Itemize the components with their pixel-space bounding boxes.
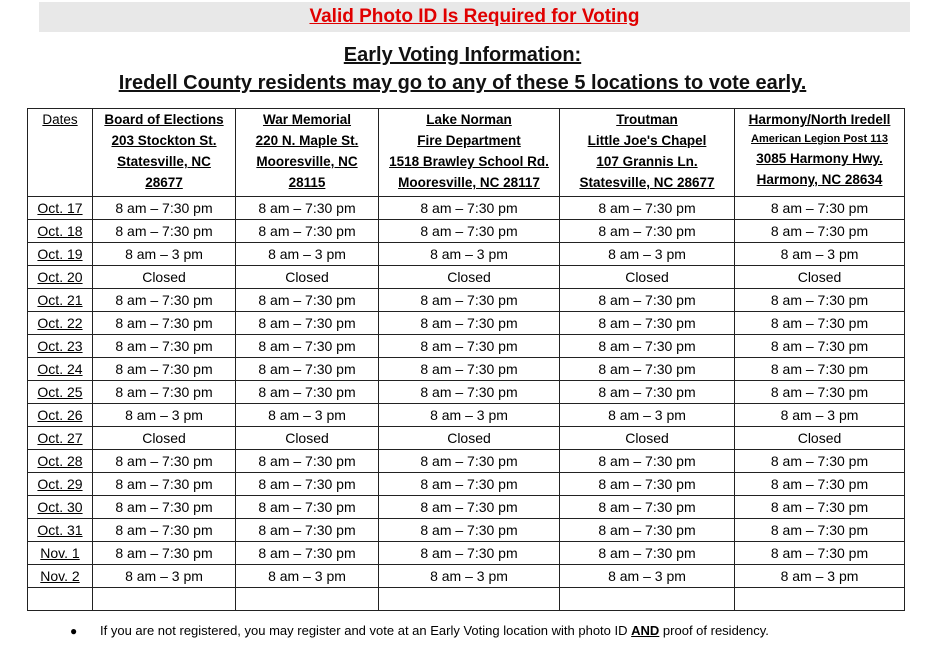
hours-cell: 8 am – 3 pm: [236, 404, 379, 427]
hours-cell: 8 am – 7:30 pm: [236, 450, 379, 473]
hours-cell: 8 am – 3 pm: [93, 404, 236, 427]
hours-cell: 8 am – 7:30 pm: [560, 358, 735, 381]
hours-cell: 8 am – 7:30 pm: [560, 519, 735, 542]
location-name: Troutman: [616, 112, 678, 127]
hours-cell: 8 am – 7:30 pm: [236, 381, 379, 404]
hours-cell: 8 am – 7:30 pm: [236, 496, 379, 519]
hours-cell: [379, 588, 560, 611]
table-row: [28, 358, 905, 381]
table-row: [28, 289, 905, 312]
date-cell: Oct. 27: [28, 427, 93, 450]
hours-cell: 8 am – 7:30 pm: [560, 312, 735, 335]
hours-cell: 8 am – 7:30 pm: [379, 496, 560, 519]
hours-cell: 8 am – 7:30 pm: [735, 358, 905, 381]
hours-cell: 8 am – 3 pm: [735, 404, 905, 427]
hours-cell: 8 am – 7:30 pm: [236, 358, 379, 381]
hours-cell: 8 am – 7:30 pm: [560, 473, 735, 496]
table-row: [28, 404, 905, 427]
hours-cell: 8 am – 7:30 pm: [735, 197, 905, 220]
location-header: [93, 109, 236, 197]
page-subtitle: Iredell County residents may go to any of these 5 locations to vote early.: [118, 72, 807, 94]
note-emphasis: AND: [631, 623, 660, 638]
hours-cell: 8 am – 3 pm: [379, 565, 560, 588]
hours-cell: [236, 588, 379, 611]
hours-cell: 8 am – 3 pm: [236, 243, 379, 266]
date-cell: Oct. 18: [28, 220, 93, 243]
table-row: [28, 542, 905, 565]
hours-cell: 8 am – 7:30 pm: [236, 519, 379, 542]
hours-cell: 8 am – 7:30 pm: [93, 381, 236, 404]
date-cell: Oct. 22: [28, 312, 93, 335]
hours-cell: 8 am – 7:30 pm: [93, 519, 236, 542]
hours-cell: 8 am – 7:30 pm: [735, 450, 905, 473]
hours-cell: Closed: [560, 427, 735, 450]
hours-cell: 8 am – 7:30 pm: [560, 197, 735, 220]
location-name-line2: Fire Department: [417, 133, 521, 148]
table-row: [28, 565, 905, 588]
table-row: [28, 519, 905, 542]
hours-cell: 8 am – 3 pm: [93, 565, 236, 588]
hours-cell: 8 am – 7:30 pm: [379, 450, 560, 473]
location-address: 107 Grannis Ln.: [596, 154, 698, 169]
hours-cell: 8 am – 7:30 pm: [379, 335, 560, 358]
date-cell: Oct. 23: [28, 335, 93, 358]
date-cell: Nov. 2: [28, 565, 93, 588]
date-cell: [28, 588, 93, 611]
table-row: [28, 312, 905, 335]
hours-cell: 8 am – 7:30 pm: [735, 220, 905, 243]
hours-cell: Closed: [93, 427, 236, 450]
hours-cell: 8 am – 7:30 pm: [93, 312, 236, 335]
dates-header: [28, 109, 93, 197]
location-city: Statesville, NC: [117, 154, 211, 169]
location-header: [379, 109, 560, 197]
date-cell: Oct. 28: [28, 450, 93, 473]
hours-cell: 8 am – 7:30 pm: [379, 358, 560, 381]
hours-cell: Closed: [236, 266, 379, 289]
table-row: [28, 496, 905, 519]
note-text-after: proof of residency.: [659, 623, 769, 638]
location-header: [735, 109, 905, 197]
bullet-icon: ●: [70, 624, 78, 638]
table-row: [28, 473, 905, 496]
table-row: [28, 197, 905, 220]
date-cell: Oct. 31: [28, 519, 93, 542]
hours-cell: [560, 588, 735, 611]
hours-cell: 8 am – 7:30 pm: [93, 197, 236, 220]
hours-cell: 8 am – 3 pm: [379, 404, 560, 427]
location-name-line2: Little Joe's Chapel: [587, 133, 707, 148]
hours-cell: 8 am – 3 pm: [236, 565, 379, 588]
schedule-body: [28, 197, 905, 611]
location-name: Lake Norman: [426, 112, 512, 127]
hours-cell: 8 am – 7:30 pm: [93, 358, 236, 381]
hours-cell: 8 am – 7:30 pm: [560, 220, 735, 243]
hours-cell: 8 am – 7:30 pm: [735, 381, 905, 404]
hours-cell: 8 am – 7:30 pm: [735, 289, 905, 312]
date-cell: Oct. 20: [28, 266, 93, 289]
hours-cell: 8 am – 7:30 pm: [560, 496, 735, 519]
date-cell: Oct. 26: [28, 404, 93, 427]
hours-cell: 8 am – 7:30 pm: [236, 289, 379, 312]
location-name: Board of Elections: [104, 112, 224, 127]
hours-cell: 8 am – 7:30 pm: [379, 197, 560, 220]
hours-cell: 8 am – 7:30 pm: [560, 450, 735, 473]
hours-cell: Closed: [93, 266, 236, 289]
hours-cell: 8 am – 7:30 pm: [236, 197, 379, 220]
table-row: [28, 266, 905, 289]
table-row: [28, 381, 905, 404]
location-name: War Memorial: [262, 112, 352, 127]
table-row: [28, 335, 905, 358]
hours-cell: 8 am – 7:30 pm: [236, 473, 379, 496]
hours-cell: 8 am – 7:30 pm: [379, 289, 560, 312]
hours-cell: 8 am – 3 pm: [379, 243, 560, 266]
date-cell: Oct. 24: [28, 358, 93, 381]
hours-cell: 8 am – 7:30 pm: [93, 289, 236, 312]
date-cell: Oct. 25: [28, 381, 93, 404]
hours-cell: 8 am – 7:30 pm: [93, 220, 236, 243]
hours-cell: [735, 588, 905, 611]
hours-cell: 8 am – 7:30 pm: [93, 473, 236, 496]
hours-cell: 8 am – 3 pm: [560, 404, 735, 427]
hours-cell: 8 am – 7:30 pm: [379, 220, 560, 243]
banner-text: Valid Photo ID Is Required for Voting: [309, 6, 640, 27]
hours-cell: 8 am – 7:30 pm: [93, 450, 236, 473]
hours-cell: 8 am – 7:30 pm: [735, 312, 905, 335]
hours-cell: 8 am – 7:30 pm: [735, 473, 905, 496]
date-cell: Oct. 17: [28, 197, 93, 220]
hours-cell: 8 am – 3 pm: [735, 243, 905, 266]
location-city: Mooresville, NC 28117: [398, 175, 540, 190]
hours-cell: 8 am – 7:30 pm: [735, 542, 905, 565]
location-header: [560, 109, 735, 197]
hours-cell: 8 am – 7:30 pm: [236, 312, 379, 335]
table-header-row: [28, 109, 905, 197]
date-cell: Oct. 29: [28, 473, 93, 496]
hours-cell: Closed: [735, 427, 905, 450]
registration-note: [70, 623, 910, 638]
location-header: [236, 109, 379, 197]
location-address: 220 N. Maple St.: [255, 133, 359, 148]
location-address: 3085 Harmony Hwy.: [756, 151, 883, 166]
location-name: Harmony/North Iredell: [748, 112, 891, 127]
hours-cell: 8 am – 7:30 pm: [236, 335, 379, 358]
hours-cell: 8 am – 7:30 pm: [735, 496, 905, 519]
hours-cell: 8 am – 7:30 pm: [236, 220, 379, 243]
hours-cell: 8 am – 7:30 pm: [93, 496, 236, 519]
hours-cell: 8 am – 7:30 pm: [735, 335, 905, 358]
hours-cell: Closed: [379, 427, 560, 450]
hours-cell: 8 am – 7:30 pm: [379, 381, 560, 404]
hours-cell: 8 am – 7:30 pm: [560, 381, 735, 404]
table-row: [28, 243, 905, 266]
date-cell: Nov. 1: [28, 542, 93, 565]
hours-cell: 8 am – 3 pm: [735, 565, 905, 588]
hours-cell: 8 am – 7:30 pm: [560, 289, 735, 312]
table-row: [28, 220, 905, 243]
table-row: [28, 450, 905, 473]
hours-cell: 8 am – 7:30 pm: [379, 473, 560, 496]
hours-cell: Closed: [560, 266, 735, 289]
hours-cell: 8 am – 3 pm: [560, 243, 735, 266]
date-cell: Oct. 30: [28, 496, 93, 519]
hours-cell: 8 am – 7:30 pm: [236, 542, 379, 565]
location-city: Mooresville, NC: [256, 154, 358, 169]
hours-cell: 8 am – 7:30 pm: [93, 335, 236, 358]
hours-cell: 8 am – 3 pm: [560, 565, 735, 588]
photo-id-banner: [39, 2, 910, 32]
table-row: [28, 427, 905, 450]
location-zip: 28115: [288, 175, 326, 190]
hours-cell: Closed: [379, 266, 560, 289]
hours-cell: 8 am – 7:30 pm: [560, 335, 735, 358]
hours-cell: 8 am – 7:30 pm: [560, 542, 735, 565]
hours-cell: Closed: [735, 266, 905, 289]
location-address: 203 Stockton St.: [111, 133, 217, 148]
note-text-before: If you are not registered, you may register and vote at an Early Voting location with photo ID: [100, 623, 632, 638]
location-city: Harmony, NC 28634: [756, 172, 883, 187]
dates-header-label: Dates: [42, 112, 78, 127]
hours-cell: 8 am – 7:30 pm: [735, 519, 905, 542]
hours-cell: [93, 588, 236, 611]
early-voting-schedule-table: [27, 108, 905, 611]
hours-cell: 8 am – 7:30 pm: [379, 312, 560, 335]
location-name-line2: American Legion Post 113: [751, 133, 888, 145]
location-address: 1518 Brawley School Rd.: [389, 154, 549, 169]
hours-cell: 8 am – 7:30 pm: [93, 542, 236, 565]
hours-cell: 8 am – 7:30 pm: [379, 542, 560, 565]
hours-cell: Closed: [236, 427, 379, 450]
hours-cell: 8 am – 3 pm: [93, 243, 236, 266]
page-title: Early Voting Information:: [343, 44, 582, 66]
hours-cell: 8 am – 7:30 pm: [379, 519, 560, 542]
date-cell: Oct. 21: [28, 289, 93, 312]
date-cell: Oct. 19: [28, 243, 93, 266]
table-row: [28, 588, 905, 611]
location-city: Statesville, NC 28677: [579, 175, 715, 190]
location-zip: 28677: [145, 175, 183, 190]
